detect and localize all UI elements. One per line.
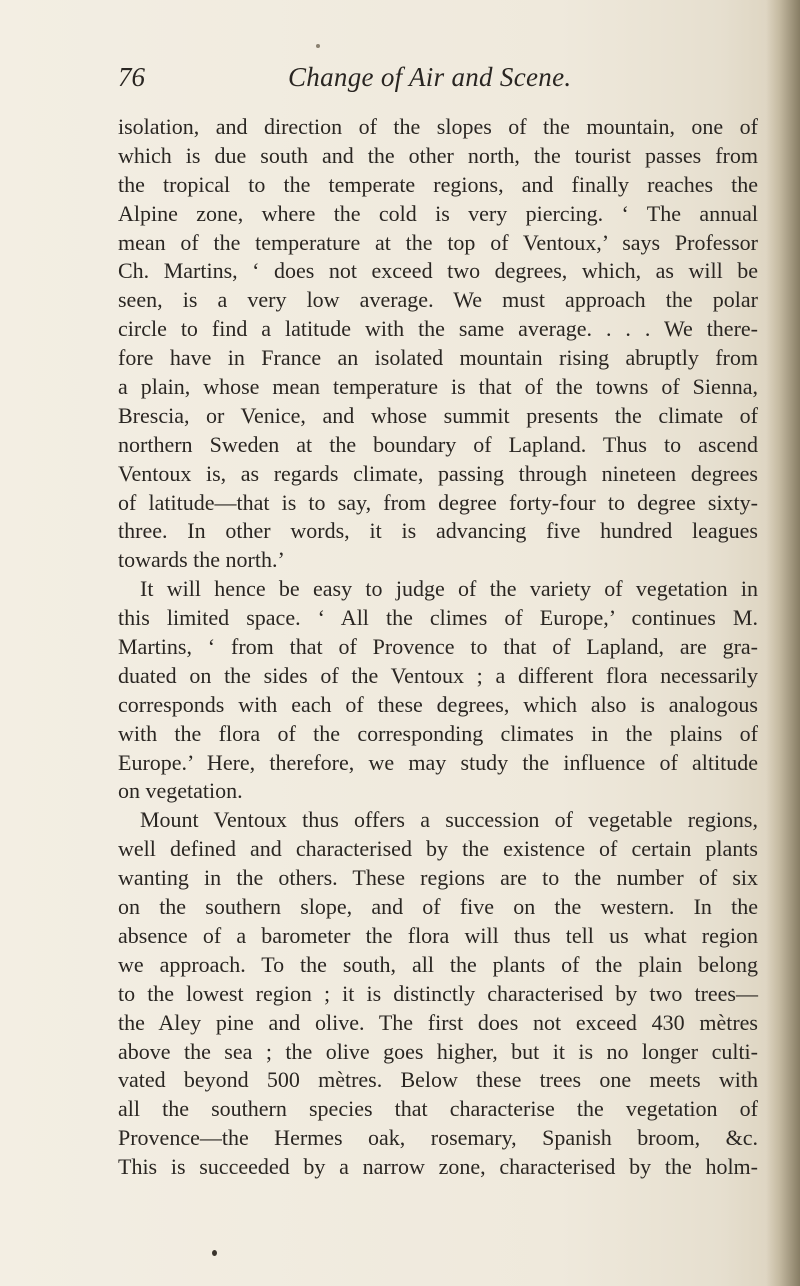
text-line: above the sea ; the olive goes higher, but it is no longer culti- [118, 1038, 758, 1064]
text-line: this limited space. ‘ All the climes of Europe,’ continues M. [118, 605, 758, 631]
text-line: Europe.’ Here, therefore, we may study the influence of altitude [118, 749, 758, 775]
text-line: on the southern slope, and of five on the western. In the [118, 894, 758, 920]
text-line: mean of the temperature at the top of Ventoux,’ says Professor [118, 229, 758, 255]
text-line: the tropical to the temperate regions, and finally reaches the [118, 171, 758, 197]
text-line: we approach. To the south, all the plants of the plain belong [118, 951, 758, 977]
text-line: of latitude—that is to say, from degree forty-four to degree sixty- [118, 489, 758, 515]
page-number: 76 [118, 62, 145, 92]
text-line: fore have in France an isolated mountain rising abruptly from [118, 345, 758, 371]
text-line: wanting in the others. These regions are to the number of six [118, 865, 758, 891]
text-line: a plain, whose mean temperature is that of the towns of Sienna, [118, 374, 758, 400]
text-line: three. In other words, it is advancing five hundred leagues [118, 518, 758, 544]
text-line: Ventoux is, as regards climate, passing through nineteen degrees [118, 460, 758, 486]
body-text [118, 113, 758, 1182]
text-line: towards the north.’ [118, 547, 285, 573]
text-line: which is due south and the other north, the tourist passes from [118, 142, 758, 168]
text-line: corresponds with each of these degrees, which also is analogous [118, 691, 758, 717]
text-line: Brescia, or Venice, and whose summit presents the climate of [118, 402, 758, 428]
text-line: Martins, ‘ from that of Provence to that of Lapland, are gra- [118, 634, 758, 660]
text-line: northern Sweden at the boundary of Lapland. Thus to ascend [118, 431, 758, 457]
text-line: to the lowest region ; it is distinctly characterised by two trees— [118, 980, 758, 1006]
text-line: circle to find a latitude with the same average. . . . We there- [118, 316, 758, 342]
ink-speck [316, 44, 320, 48]
text-line: well defined and characterised by the existence of certain plants [118, 836, 758, 862]
text-line: Provence—the Hermes oak, rosemary, Spanish broom, &c. [118, 1125, 758, 1151]
page-header [118, 62, 758, 102]
text-line: Alpine zone, where the cold is very piercing. ‘ The annual [118, 200, 758, 226]
text-line: seen, is a very low average. We must approach the polar [118, 287, 758, 313]
ink-speck [212, 1250, 217, 1256]
text-line: with the flora of the corresponding climates in the plains of [118, 720, 758, 746]
text-line: It will hence be easy to judge of the variety of vegetation in [140, 576, 758, 602]
page-edge-shadow [766, 0, 800, 1286]
text-line: the Aley pine and olive. The first does not exceed 430 mètres [118, 1009, 758, 1035]
text-line: duated on the sides of the Ventoux ; a different flora necessarily [118, 662, 758, 688]
text-line: This is succeeded by a narrow zone, characterised by the holm- [118, 1154, 758, 1180]
text-line: isolation, and direction of the slopes of the mountain, one of [118, 114, 758, 139]
text-line: absence of a barometer the flora will thus tell us what region [118, 922, 758, 948]
text-line: all the southern species that characterise the vegetation of [118, 1096, 758, 1122]
text-line: on vegetation. [118, 778, 243, 804]
text-line: Mount Ventoux thus offers a succession of vegetable regions, [140, 807, 758, 833]
text-line: Ch. Martins, ‘ does not exceed two degrees, which, as will be [118, 258, 758, 284]
text-line: vated beyond 500 mètres. Below these trees one meets with [118, 1067, 758, 1093]
running-head: Change of Air and Scene. [288, 62, 572, 92]
